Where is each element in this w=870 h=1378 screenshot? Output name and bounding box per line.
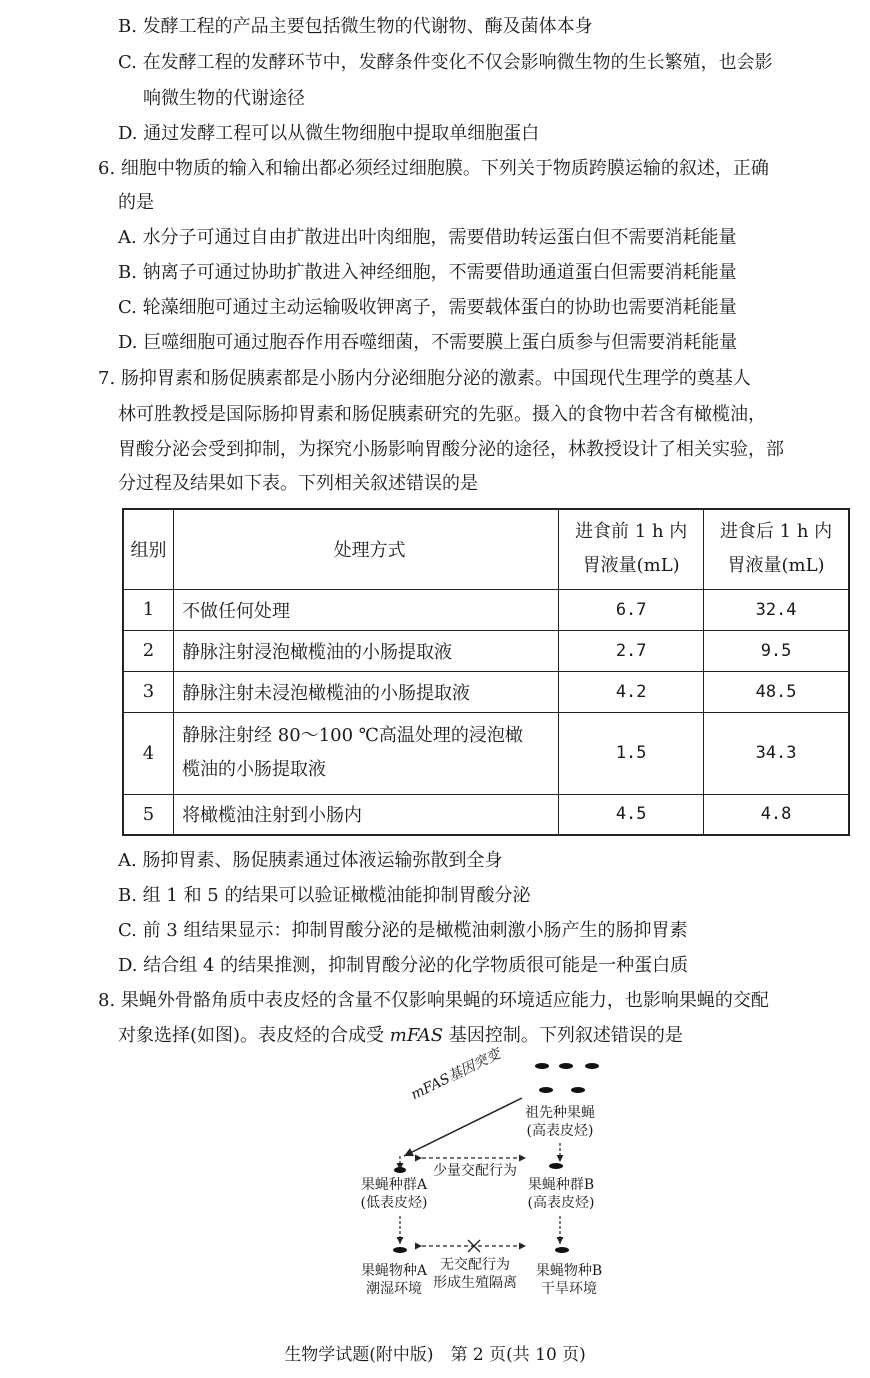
q7-results-table bbox=[122, 508, 850, 836]
q8-stem-part2: 基因控制。下列叙述错误的是 bbox=[443, 1025, 683, 1046]
q6-option-a: A. 水分子可通过自由扩散进出叶肉细胞，需要借助转运蛋白但不需要消耗能量 bbox=[118, 227, 737, 248]
q8-stem-continued bbox=[118, 1023, 683, 1049]
table-row bbox=[123, 589, 849, 630]
popA-label-line2: (低表皮烃) bbox=[360, 1195, 428, 1211]
row-group: 1 bbox=[123, 589, 174, 630]
row-after: 48.5 bbox=[704, 671, 849, 712]
q5-option-c: C. 在发酵工程的发酵环节中，发酵条件变化不仅会影响微生物的生长繁殖，也会影 bbox=[118, 52, 773, 73]
q7-stem: 7. 肠抑胃素和肠促胰素都是小肠内分泌细胞分泌的激素。中国现代生理学的奠基人 bbox=[98, 368, 751, 389]
speciesA-label-line2: 潮湿环境 bbox=[366, 1281, 422, 1297]
speciesA-label-line1: 果蝇物种A bbox=[360, 1263, 428, 1279]
ancestor-label bbox=[520, 1104, 600, 1140]
table-row bbox=[123, 712, 849, 794]
row-before: 4.5 bbox=[559, 794, 704, 835]
q7-stem-line2: 林可胜教授是国际肠抑胃素和肠促胰素研究的先驱。摄入的食物中若含有橄榄油， bbox=[118, 404, 766, 425]
popA-label-line1: 果蝇种群A bbox=[360, 1177, 428, 1193]
table-row bbox=[123, 671, 849, 712]
q5-option-d: D. 通过发酵工程可以从微生物细胞中提取单细胞蛋白 bbox=[118, 123, 540, 144]
speciesB-label bbox=[526, 1262, 612, 1298]
q7-option-b: B. 组 1 和 5 的结果可以验证橄榄油能抑制胃酸分泌 bbox=[118, 885, 531, 906]
header-group: 组别 bbox=[123, 509, 174, 589]
q8-stem-part1: 对象选择(如图)。表皮烃的合成受 bbox=[118, 1025, 390, 1046]
fly-icon bbox=[394, 1167, 406, 1173]
fly-icon bbox=[571, 1087, 585, 1093]
q7-option-a: A. 肠抑胃素、肠促胰素通过体液运输弥散到全身 bbox=[118, 850, 503, 871]
q6-option-b: B. 钠离子可通过协助扩散进入神经细胞，不需要借助通道蛋白但需要消耗能量 bbox=[118, 262, 737, 283]
row-group: 3 bbox=[123, 671, 174, 712]
header-before-line1: 进食前 1 h 内 bbox=[575, 521, 688, 543]
no-mating-label-line1: 无交配行为 bbox=[440, 1257, 510, 1273]
q6-stem: 6. 细胞中物质的输入和输出都必须经过细胞膜。下列关于物质跨膜运输的叙述，正确 bbox=[98, 158, 769, 179]
little-mating-label: 少量交配行为 bbox=[433, 1163, 517, 1179]
q7-option-d: D. 结合组 4 的结果推测，抑制胃酸分泌的化学物质很可能是一种蛋白质 bbox=[118, 955, 689, 976]
header-method: 处理方式 bbox=[174, 509, 559, 589]
table-header-row bbox=[123, 509, 849, 589]
fly-icon bbox=[549, 1163, 563, 1169]
header-before bbox=[559, 509, 704, 589]
row-before: 6.7 bbox=[559, 589, 704, 630]
popA-label bbox=[344, 1176, 444, 1212]
row-group: 2 bbox=[123, 630, 174, 671]
fly-icon bbox=[559, 1063, 573, 1069]
q5-option-c-continued: 响微生物的代谢途径 bbox=[143, 88, 305, 109]
row-after: 34.3 bbox=[704, 712, 849, 794]
q6-option-d: D. 巨噬细胞可通过胞吞作用吞噬细菌，不需要膜上蛋白质参与但需要消耗能量 bbox=[118, 332, 738, 353]
popB-label-line2: (高表皮烃) bbox=[527, 1195, 595, 1211]
ancestor-label-line1: 祖先种果蝇 bbox=[525, 1105, 595, 1121]
fruit-fly-speciation-diagram bbox=[330, 1046, 640, 1308]
mutation-label: mFAS基因突变 bbox=[408, 1046, 504, 1104]
q8-stem: 8. 果蝇外骨骼角质中表皮烃的含量不仅影响果蝇的环境适应能力，也影响果蝇的交配 bbox=[98, 990, 769, 1011]
row-before: 1.5 bbox=[559, 712, 704, 794]
speciesB-label-line1: 果蝇物种B bbox=[535, 1263, 603, 1279]
fly-icon bbox=[585, 1063, 599, 1069]
speciesA-label bbox=[344, 1262, 444, 1298]
header-after-line1: 进食后 1 h 内 bbox=[719, 521, 833, 543]
row-method: 静脉注射浸泡橄榄油的小肠提取液 bbox=[174, 630, 559, 671]
q6-stem-continued: 的是 bbox=[118, 192, 154, 213]
popB-label bbox=[518, 1176, 604, 1212]
row-after: 9.5 bbox=[704, 630, 849, 671]
table-row bbox=[123, 794, 849, 835]
row-after: 4.8 bbox=[704, 794, 849, 835]
q7-stem-line4: 分过程及结果如下表。下列相关叙述错误的是 bbox=[118, 473, 478, 494]
fly-icon bbox=[539, 1087, 553, 1093]
q8-gene-name: mFAS bbox=[389, 1025, 444, 1046]
ancestor-label-line2: (高表皮烃) bbox=[526, 1123, 594, 1139]
page-footer: 生物学试题(附中版) 第 2 页(共 10 页) bbox=[284, 1345, 586, 1365]
popB-label-line1: 果蝇种群B bbox=[527, 1177, 595, 1193]
table-row bbox=[123, 630, 849, 671]
row-before: 2.7 bbox=[559, 630, 704, 671]
row-group: 4 bbox=[123, 712, 174, 794]
q7-stem-line3: 胃酸分泌会受到抑制，为探究小肠影响胃酸分泌的途径，林教授设计了相关实验，部 bbox=[118, 439, 784, 460]
row-method: 将橄榄油注射到小肠内 bbox=[174, 794, 559, 835]
row-method bbox=[174, 712, 559, 794]
row-method: 静脉注射未浸泡橄榄油的小肠提取液 bbox=[174, 671, 559, 712]
fly-icon bbox=[555, 1247, 569, 1253]
speciesB-label-line2: 干旱环境 bbox=[541, 1281, 597, 1297]
mutation-arrow bbox=[404, 1098, 522, 1156]
header-after bbox=[704, 509, 849, 589]
header-before-line2: 胃液量(mL) bbox=[582, 555, 680, 577]
row-before: 4.2 bbox=[559, 671, 704, 712]
q6-option-c: C. 轮藻细胞可通过主动运输吸收钾离子，需要载体蛋白的协助也需要消耗能量 bbox=[118, 297, 737, 318]
row-group: 5 bbox=[123, 794, 174, 835]
row-method-line1: 静脉注射经 80～100 ℃高温处理的浸泡橄 bbox=[182, 725, 523, 746]
row-method: 不做任何处理 bbox=[174, 589, 559, 630]
header-after-line2: 胃液量(mL) bbox=[727, 555, 825, 577]
q7-option-c: C. 前 3 组结果显示：抑制胃酸分泌的是橄榄油刺激小肠产生的肠抑胃素 bbox=[118, 920, 688, 941]
no-mating-label-line2: 形成生殖隔离 bbox=[433, 1275, 517, 1291]
fly-icon bbox=[535, 1063, 549, 1069]
fly-icon bbox=[393, 1247, 407, 1253]
row-method-line2: 榄油的小肠提取液 bbox=[182, 759, 327, 780]
row-after: 32.4 bbox=[704, 589, 849, 630]
q5-option-b: B. 发酵工程的产品主要包括微生物的代谢物、酶及菌体本身 bbox=[118, 16, 593, 37]
